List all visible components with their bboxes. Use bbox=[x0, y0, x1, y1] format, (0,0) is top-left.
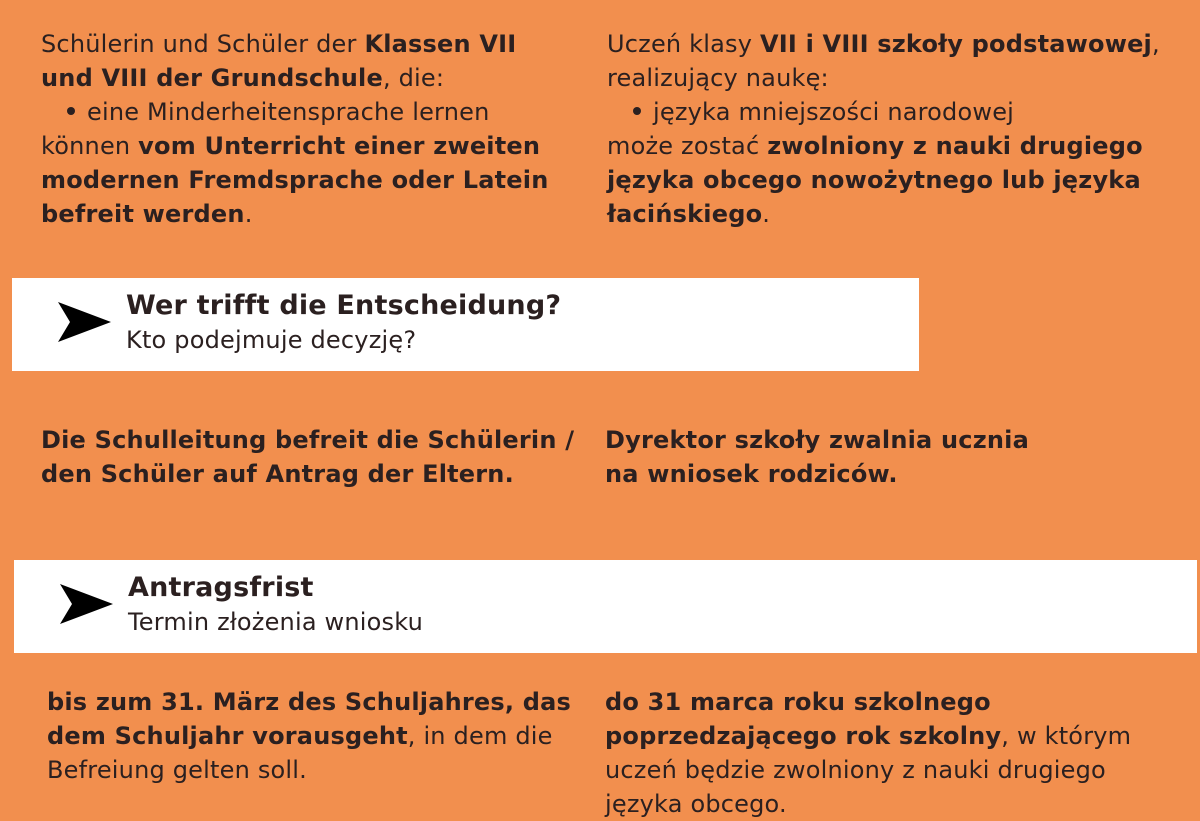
deadline-heading-title: Antragsfrist bbox=[128, 572, 314, 603]
s1-de-line6-bold: befreit werden bbox=[41, 200, 245, 228]
s3-de-line3: Befreiung gelten soll. bbox=[47, 756, 307, 784]
section3-german-text bbox=[47, 685, 587, 787]
s2-pl-line1: Dyrektor szkoły zwalnia ucznia bbox=[605, 426, 1029, 454]
s1-de-line6-post: . bbox=[244, 200, 253, 228]
s1-pl-line2: realizujący naukę: bbox=[607, 64, 829, 92]
section1-polish-text bbox=[607, 27, 1187, 231]
s1-pl-line5-bold: języka obcego nowożytnego lub języka bbox=[607, 166, 1141, 194]
s1-pl-line4-bold: zwolniony z nauki drugiego bbox=[767, 132, 1143, 160]
s1-pl-line1-post: , bbox=[1151, 30, 1160, 58]
s2-de-line1: Die Schulleitung befreit die Schülerin / bbox=[41, 426, 575, 454]
section3-polish-text bbox=[605, 685, 1185, 821]
s1-pl-bullet-text: języka mniejszości narodowej bbox=[653, 98, 1015, 126]
s1-de-line4-bold: vom Unterricht einer zweiten bbox=[138, 132, 541, 160]
section2-polish-text bbox=[605, 423, 1185, 491]
s1-de-line4-pre: können bbox=[41, 132, 139, 160]
s3-pl-line2-bold: poprzedzającego rok szkolny bbox=[605, 722, 1002, 750]
s3-pl-line1-bold: do 31 marca roku szkolnego bbox=[605, 688, 991, 716]
s2-pl-line2: na wniosek rodziców. bbox=[605, 460, 898, 488]
s3-de-line1-bold: bis zum 31. März des Schuljahres, das bbox=[47, 688, 572, 716]
s1-de-line1-bold: Klassen VII bbox=[364, 30, 517, 58]
deadline-heading-banner bbox=[14, 560, 1197, 653]
s1-de-bullet-item bbox=[41, 95, 581, 129]
decision-heading-banner bbox=[12, 278, 919, 371]
s1-pl-line1-pre: Uczeń klasy bbox=[607, 30, 760, 58]
bullet-icon bbox=[633, 107, 641, 115]
s3-de-line2-bold: dem Schuljahr vorausgeht bbox=[47, 722, 408, 750]
s2-de-line2: den Schüler auf Antrag der Eltern. bbox=[41, 460, 514, 488]
s3-pl-line2-post: , w którym bbox=[1001, 722, 1132, 750]
s3-pl-line4: języka obcego. bbox=[605, 790, 787, 818]
s1-de-line1-pre: Schülerin und Schüler der bbox=[41, 30, 365, 58]
s3-de-line2-post: , in dem die bbox=[407, 722, 553, 750]
s1-de-line2-post: , die: bbox=[382, 64, 445, 92]
decision-heading-subtitle: Kto podejmuje decyzję? bbox=[126, 326, 417, 354]
bullet-icon bbox=[67, 107, 75, 115]
s3-pl-line3: uczeń będzie zwolniony z nauki drugiego bbox=[605, 756, 1106, 784]
deadline-heading-subtitle: Termin złożenia wniosku bbox=[128, 608, 424, 636]
s1-pl-line1-bold: VII i VIII szkoły podstawowej bbox=[759, 30, 1152, 58]
s1-de-line5-bold: modernen Fremdsprache oder Latein bbox=[41, 166, 549, 194]
arrowhead-right-icon bbox=[58, 582, 114, 626]
s1-pl-line6-bold: łacińskiego bbox=[607, 200, 763, 228]
s1-pl-bullet-item bbox=[607, 95, 1187, 129]
arrowhead-right-icon bbox=[56, 300, 112, 344]
s1-pl-line4-pre: może zostać bbox=[607, 132, 768, 160]
s1-de-line2-bold: und VIII der Grundschule bbox=[41, 64, 383, 92]
s1-pl-line6-post: . bbox=[762, 200, 771, 228]
decision-heading-title: Wer trifft die Entscheidung? bbox=[126, 290, 562, 321]
section2-german-text bbox=[41, 423, 601, 491]
s1-de-bullet-text: eine Minderheitensprache lernen bbox=[87, 98, 490, 126]
section1-german-text bbox=[41, 27, 581, 231]
